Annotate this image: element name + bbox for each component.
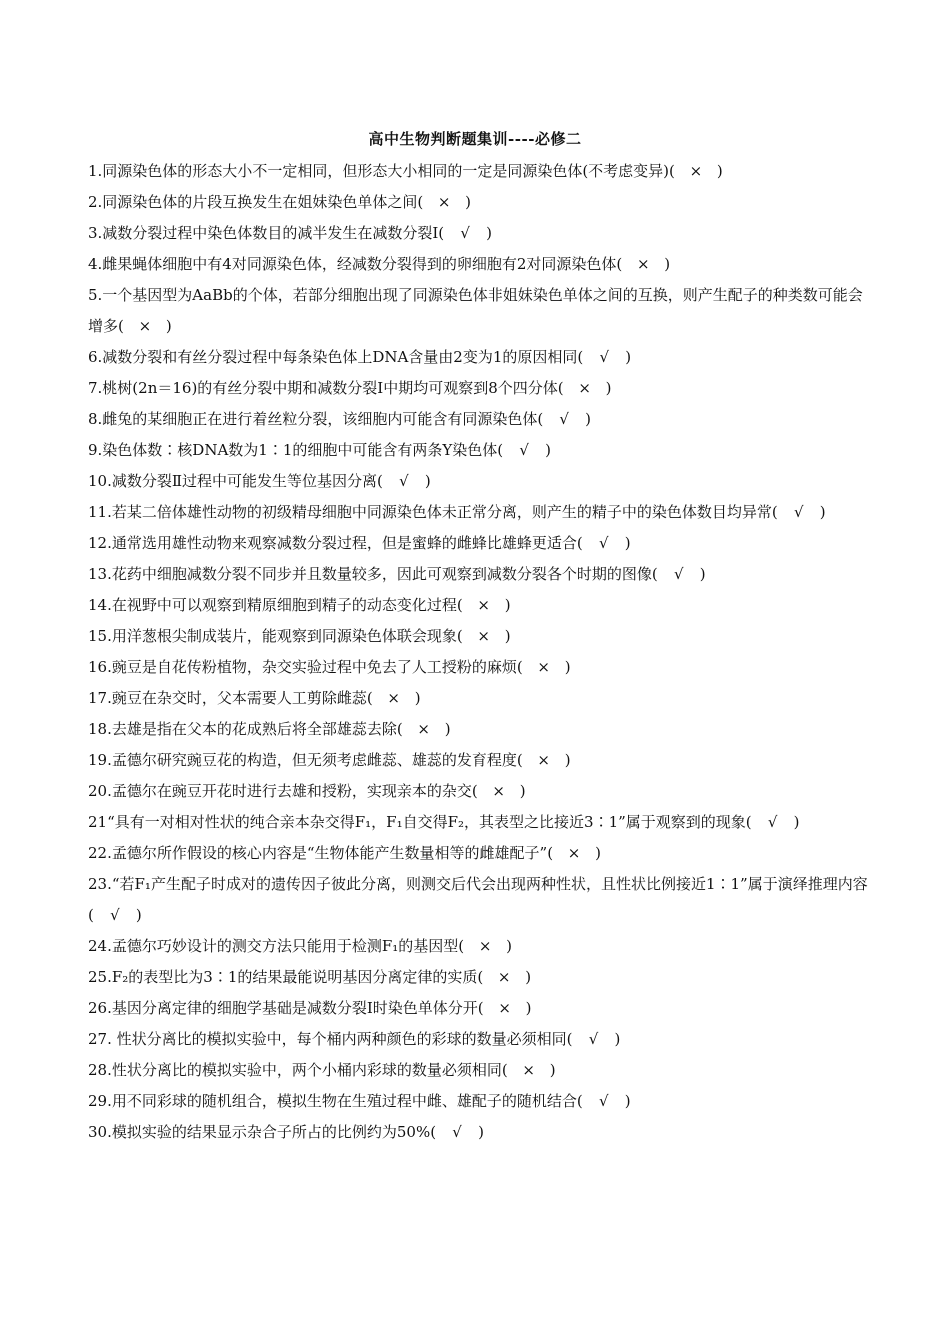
question-item — [88, 249, 868, 280]
closing-paren: ) — [624, 1092, 631, 1110]
closing-paren: ) — [504, 596, 511, 614]
question-item — [88, 1024, 868, 1055]
answer-mark: √ — [767, 813, 778, 831]
question-text: 30.模拟实验的结果显示杂合子所占的比例约为50%( — [88, 1123, 437, 1141]
answer-mark: × — [537, 751, 550, 769]
closing-paren: ) — [716, 162, 723, 180]
question-text: 16.豌豆是自花传粉植物，杂交实验过程中免去了人工授粉的麻烦( — [88, 658, 523, 676]
question-item — [88, 1055, 868, 1086]
closing-paren: ) — [444, 720, 451, 738]
closing-paren: ) — [625, 348, 632, 366]
question-item — [88, 218, 868, 249]
closing-paren: ) — [699, 565, 706, 583]
answer-mark: √ — [460, 224, 470, 242]
answer-mark: √ — [793, 503, 804, 521]
question-text: 19.孟德尔研究豌豆花的构造，但无须考虑雌蕊、雄蕊的发育程度( — [88, 751, 523, 769]
question-item — [88, 838, 868, 869]
closing-paren: ) — [564, 751, 571, 769]
question-text: 13.花药中细胞减数分裂不同步并且数量较多，因此可观察到减数分裂各个时期的图像( — [88, 565, 658, 583]
question-item — [88, 435, 868, 466]
question-item — [88, 590, 868, 621]
question-item — [88, 807, 868, 838]
question-item — [88, 652, 868, 683]
page-title: 高中生物判断题集训----必修二 — [368, 130, 582, 148]
closing-paren: ) — [414, 689, 421, 707]
question-text: 23.“若F₁产生配子时成对的遗传因子彼此分离，则测交后代会出现两种性状，且性状比例接近1∶1”属于演绎推理内容( — [88, 875, 868, 924]
question-text: 28.性状分离比的模拟实验中，两个小桶内彩球的数量必须相同( — [88, 1061, 508, 1079]
answer-mark: √ — [452, 1123, 462, 1141]
answer-mark: × — [636, 255, 650, 273]
question-item — [88, 993, 868, 1024]
question-text: 6.减数分裂和有丝分裂过程中每条染色体上DNA含量由2变为1的原因相同( — [88, 348, 584, 366]
closing-paren: ) — [465, 193, 472, 211]
question-item — [88, 528, 868, 559]
question-text: 1.同源染色体的形态大小不一定相同，但形态大小相同的一定是同源染色体(不考虑变异)( — [88, 162, 675, 180]
question-text: 27. 性状分离比的模拟实验中，每个桶内两种颜色的彩球的数量必须相同( — [88, 1030, 573, 1048]
answer-mark: × — [497, 968, 511, 986]
question-item — [88, 621, 868, 652]
closing-paren: ) — [595, 844, 601, 862]
closing-paren: ) — [165, 317, 172, 335]
question-text: 2.同源染色体的片段互换发生在姐妹染色单体之间( — [88, 193, 424, 211]
answer-mark: × — [478, 937, 492, 955]
answer-mark: × — [498, 999, 511, 1017]
closing-paren: ) — [424, 472, 431, 490]
question-item — [88, 280, 868, 342]
question-text: 4.雌果蝇体细胞中有4对同源染色体，经减数分裂得到的卵细胞有2对同源染色体( — [88, 255, 623, 273]
closing-paren: ) — [585, 410, 592, 428]
closing-paren: ) — [545, 441, 551, 459]
question-text: 7.桃树(2n＝16)的有丝分裂中期和减数分裂Ⅰ中期均可观察到8个四分体( — [88, 379, 564, 397]
answer-mark: × — [387, 689, 400, 707]
question-item — [88, 869, 868, 931]
question-item — [88, 776, 868, 807]
question-item — [88, 404, 868, 435]
answer-mark: √ — [110, 906, 120, 924]
question-text: 18.去雄是指在父本的花成熟后将全部雄蕊去除( — [88, 720, 403, 738]
closing-paren: ) — [605, 379, 612, 397]
closing-paren: ) — [135, 906, 142, 924]
closing-paren: ) — [549, 1061, 556, 1079]
closing-paren: ) — [506, 937, 512, 955]
closing-paren: ) — [519, 782, 526, 800]
answer-mark: × — [437, 193, 451, 211]
closing-paren: ) — [564, 658, 571, 676]
closing-paren: ) — [525, 968, 532, 986]
question-text: 10.减数分裂Ⅱ过程中可能发生等位基因分离( — [88, 472, 383, 490]
answer-mark: × — [567, 844, 581, 862]
closing-paren: ) — [664, 255, 671, 273]
closing-paren: ) — [793, 813, 800, 831]
question-text: 26.基因分离定律的细胞学基础是减数分裂Ⅰ时染色单体分开( — [88, 999, 484, 1017]
answer-mark: √ — [588, 1030, 599, 1048]
question-item — [88, 714, 868, 745]
question-text: 21“具有一对相对性状的纯合亲本杂交得F₁，F₁自交得F₂，其表型之比接近3∶1”属于观察到的现象( — [88, 813, 752, 831]
closing-paren: ) — [614, 1030, 621, 1048]
closing-paren: ) — [525, 999, 532, 1017]
closing-paren: ) — [478, 1123, 484, 1141]
answer-mark: × — [477, 627, 490, 645]
question-item — [88, 373, 868, 404]
answer-mark: √ — [598, 1092, 609, 1110]
answer-mark: √ — [673, 565, 684, 583]
answer-mark: × — [477, 596, 490, 614]
question-item — [88, 931, 868, 962]
question-item — [88, 1117, 868, 1148]
answer-mark: × — [522, 1061, 535, 1079]
answer-mark: √ — [599, 348, 610, 366]
question-item — [88, 497, 868, 528]
question-text: 14.在视野中可以观察到精原细胞到精子的动态变化过程( — [88, 596, 463, 614]
closing-paren: ) — [504, 627, 511, 645]
answer-mark: √ — [519, 441, 529, 459]
answer-mark: √ — [559, 410, 569, 428]
question-item — [88, 962, 868, 993]
closing-paren: ) — [819, 503, 826, 521]
question-text: 22.孟德尔所作假设的核心内容是“生物体能产生数量相等的雌雄配子”( — [88, 844, 554, 862]
closing-paren: ) — [486, 224, 492, 242]
question-text: 3.减数分裂过程中染色体数目的减半发生在减数分裂Ⅰ( — [88, 224, 445, 242]
question-text: 17.豌豆在杂交时，父本需要人工剪除雌蕊( — [88, 689, 373, 707]
question-text: 12.通常选用雄性动物来观察减数分裂过程，但是蜜蜂的雌蜂比雄蜂更适合( — [88, 534, 583, 552]
question-text: 8.雌兔的某细胞正在进行着丝粒分裂，该细胞内可能含有同源染色体( — [88, 410, 544, 428]
question-item — [88, 683, 868, 714]
question-item — [88, 342, 868, 373]
question-text: 9.染色体数∶核DNA数为1∶1的细胞中可能含有两条Y染色体( — [88, 441, 504, 459]
question-text: 11.若某二倍体雄性动物的初级精母细胞中同源染色体未正常分离，则产生的精子中的染色体数目均异常( — [88, 503, 778, 521]
question-item — [88, 1086, 868, 1117]
question-item — [88, 187, 868, 218]
answer-mark: × — [138, 317, 152, 335]
question-item — [88, 466, 868, 497]
answer-mark: × — [578, 379, 591, 397]
answer-mark: × — [537, 658, 550, 676]
answer-mark: × — [492, 782, 505, 800]
answer-mark: × — [417, 720, 430, 738]
question-list — [88, 156, 868, 1148]
question-text: 25.F₂的表型比为3∶1的结果最能说明基因分离定律的实质( — [88, 968, 484, 986]
question-text: 5.一个基因型为AaBb的个体，若部分细胞出现了同源染色体非姐妹染色单体之间的互换，则产生配子的种类数可能会增多( — [88, 286, 863, 335]
answer-mark: √ — [598, 534, 609, 552]
closing-paren: ) — [624, 534, 631, 552]
question-item — [88, 745, 868, 776]
question-item — [88, 559, 868, 590]
question-item — [88, 156, 868, 187]
question-text: 29.用不同彩球的随机组合，模拟生物在生殖过程中雌、雄配子的随机结合( — [88, 1092, 583, 1110]
question-text: 20.孟德尔在豌豆开花时进行去雄和授粉，实现亲本的杂交( — [88, 782, 478, 800]
question-text: 24.孟德尔巧妙设计的测交方法只能用于检测F₁的基因型( — [88, 937, 465, 955]
answer-mark: × — [689, 162, 703, 180]
question-text: 15.用洋葱根尖制成装片，能观察到同源染色体联会现象( — [88, 627, 463, 645]
answer-mark: √ — [399, 472, 409, 490]
